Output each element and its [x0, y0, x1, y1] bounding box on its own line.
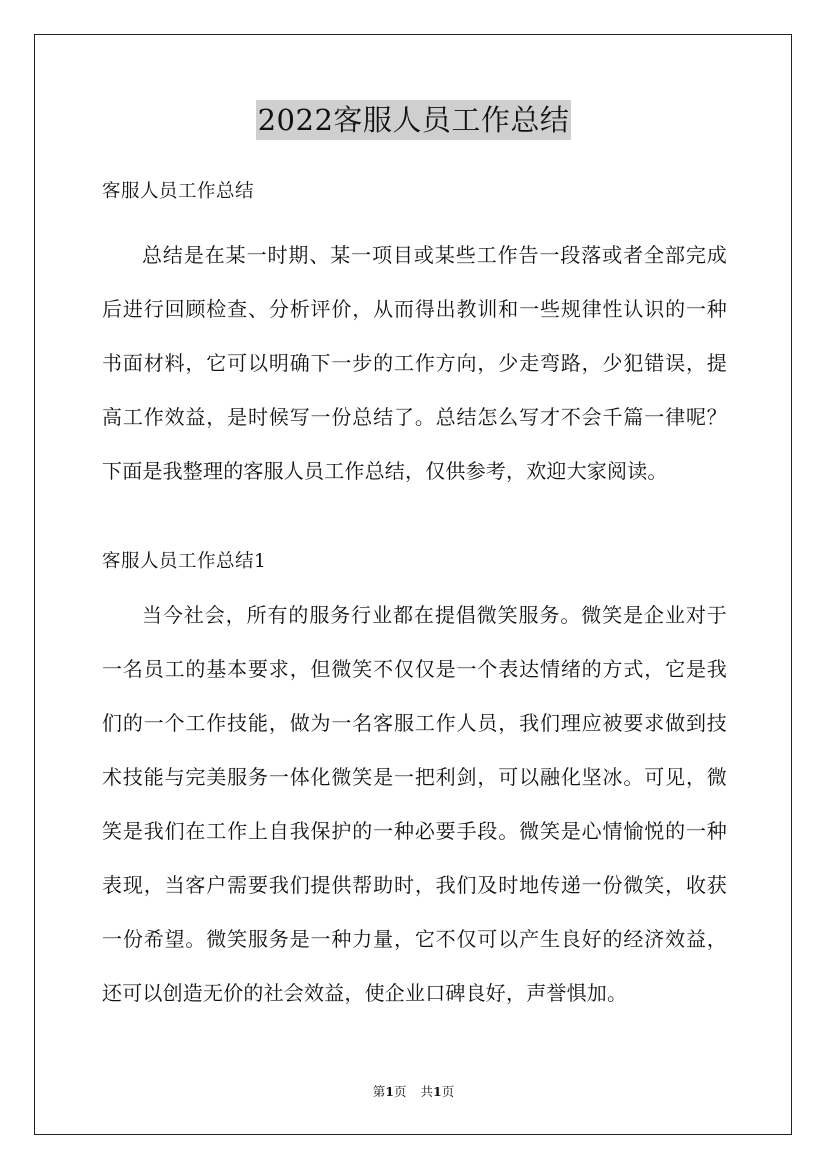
intro-heading: 客服人员工作总结 — [102, 181, 255, 202]
page-number: 1 — [385, 1084, 394, 1099]
total-prefix: 共 — [420, 1084, 434, 1099]
section-spacer — [102, 498, 727, 526]
page-suffix: 页 — [393, 1084, 407, 1099]
document-body — [102, 170, 727, 1020]
page-footer — [0, 1084, 827, 1100]
intro-paragraph: 总结是在某一时期、某一项目或某些工作告一段落或者全部完成后进行回顾检查、分析评价，从而得出教训和一些规律性认识的一种书面材料，它可以明确下一步的工作方向，少走弯路，少犯错误，提高工作效益，是时候写一份总结了。总结怎么写才不会千篇一律呢？下面是我整理的客服人员工作总结，仅供参考，欢迎大家阅读。 — [102, 243, 727, 483]
title-container — [0, 100, 827, 140]
total-pages: 1 — [433, 1084, 442, 1099]
section1-paragraph: 当今社会，所有的服务行业都在提倡微笑服务。微笑是企业对于一名员工的基本要求，但微笑不仅仅是一个表达情绪的方式，它是我们的一个工作技能，做为一名客服工作人员，我们理应被要求做到技术技能与完美服务一体化微笑是一把利剑，可以融化坚冰。可见，微笑是我们在工作上自我保护的一种必要手段。微笑是心情愉悦的一种表现，当客户需要我们提供帮助时，我们及时地传递一份微笑，收获一份希望。微笑服务是一种力量，它不仅可以产生良好的经济效益，还可以创造无价的社会效益，使企业口碑良好，声誉惧加。 — [102, 603, 727, 1005]
section1-heading: 客服人员工作总结1 — [102, 551, 267, 572]
total-suffix: 页 — [441, 1084, 455, 1099]
document-title: 2022客服人员工作总结 — [256, 100, 572, 140]
page-prefix: 第 — [372, 1084, 386, 1099]
